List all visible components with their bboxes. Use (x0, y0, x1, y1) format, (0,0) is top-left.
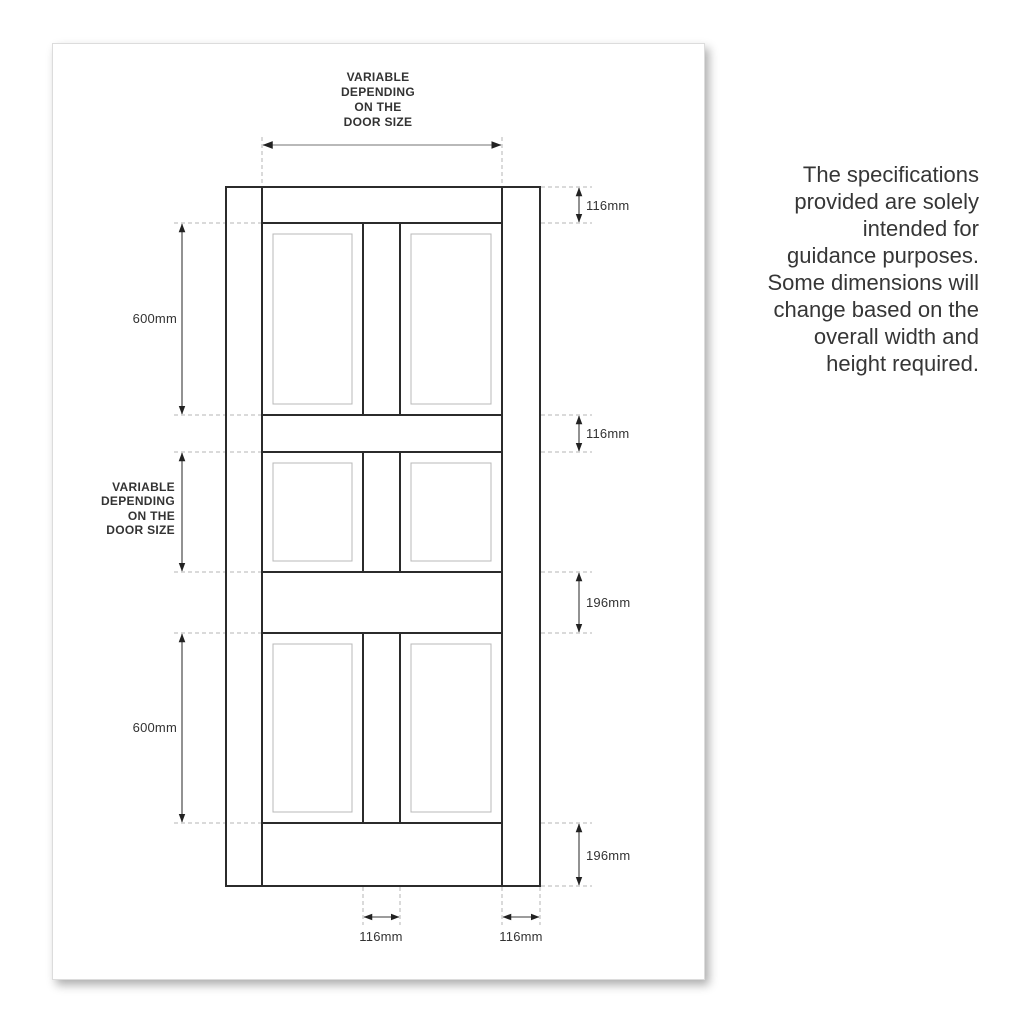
lock-rail-dim-label: 196mm (586, 595, 631, 610)
door-panels (273, 234, 491, 812)
extension-lines (174, 137, 592, 925)
panel-mid-left (273, 463, 352, 561)
guidance-note-line: intended for (862, 216, 979, 241)
panel-bottom-right (411, 644, 491, 812)
mid-height-label-line-3: ON THE (127, 509, 175, 523)
top-width-label-line-2: DEPENDING (340, 85, 416, 99)
top-width-label-line-1: VARIABLE (346, 70, 410, 84)
mid-height-label-line-1: VARIABLE (112, 480, 175, 494)
guidance-note-line: height required. (826, 351, 979, 376)
guidance-note-line: Some dimensions will (767, 270, 979, 295)
muntin-width-dim-label: 116mm (359, 929, 403, 944)
top-rail-dim-label: 116mm (586, 198, 630, 213)
guidance-note-line: overall width and (813, 324, 979, 349)
panel-top-right (411, 234, 491, 404)
top-panel-dim-label: 600mm (132, 311, 177, 326)
panel-bottom-left (273, 644, 352, 812)
mid-height-label-line-2: DEPENDING (100, 494, 175, 508)
bottom-rail-dim-label: 196mm (586, 848, 631, 863)
mid-rail-dim-label: 116mm (586, 426, 630, 441)
guidance-note (719, 161, 979, 377)
guidance-note-line: guidance purposes. (786, 243, 979, 268)
top-width-label-line-3: ON THE (354, 100, 402, 114)
panel-mid-right (411, 463, 491, 561)
guidance-note-line: The specifications (802, 162, 979, 187)
dimension-arrows (182, 145, 579, 917)
top-width-label-line-4: DOOR SIZE (343, 115, 413, 129)
diagram-labels (101, 70, 630, 944)
bottom-panel-dim-label: 600mm (132, 720, 177, 735)
stile-width-dim-label: 116mm (499, 929, 543, 944)
mid-height-label-line-4: DOOR SIZE (106, 523, 175, 537)
guidance-note-line: provided are solely (794, 189, 979, 214)
panel-top-left (273, 234, 352, 404)
guidance-note-line: change based on the (773, 297, 979, 322)
